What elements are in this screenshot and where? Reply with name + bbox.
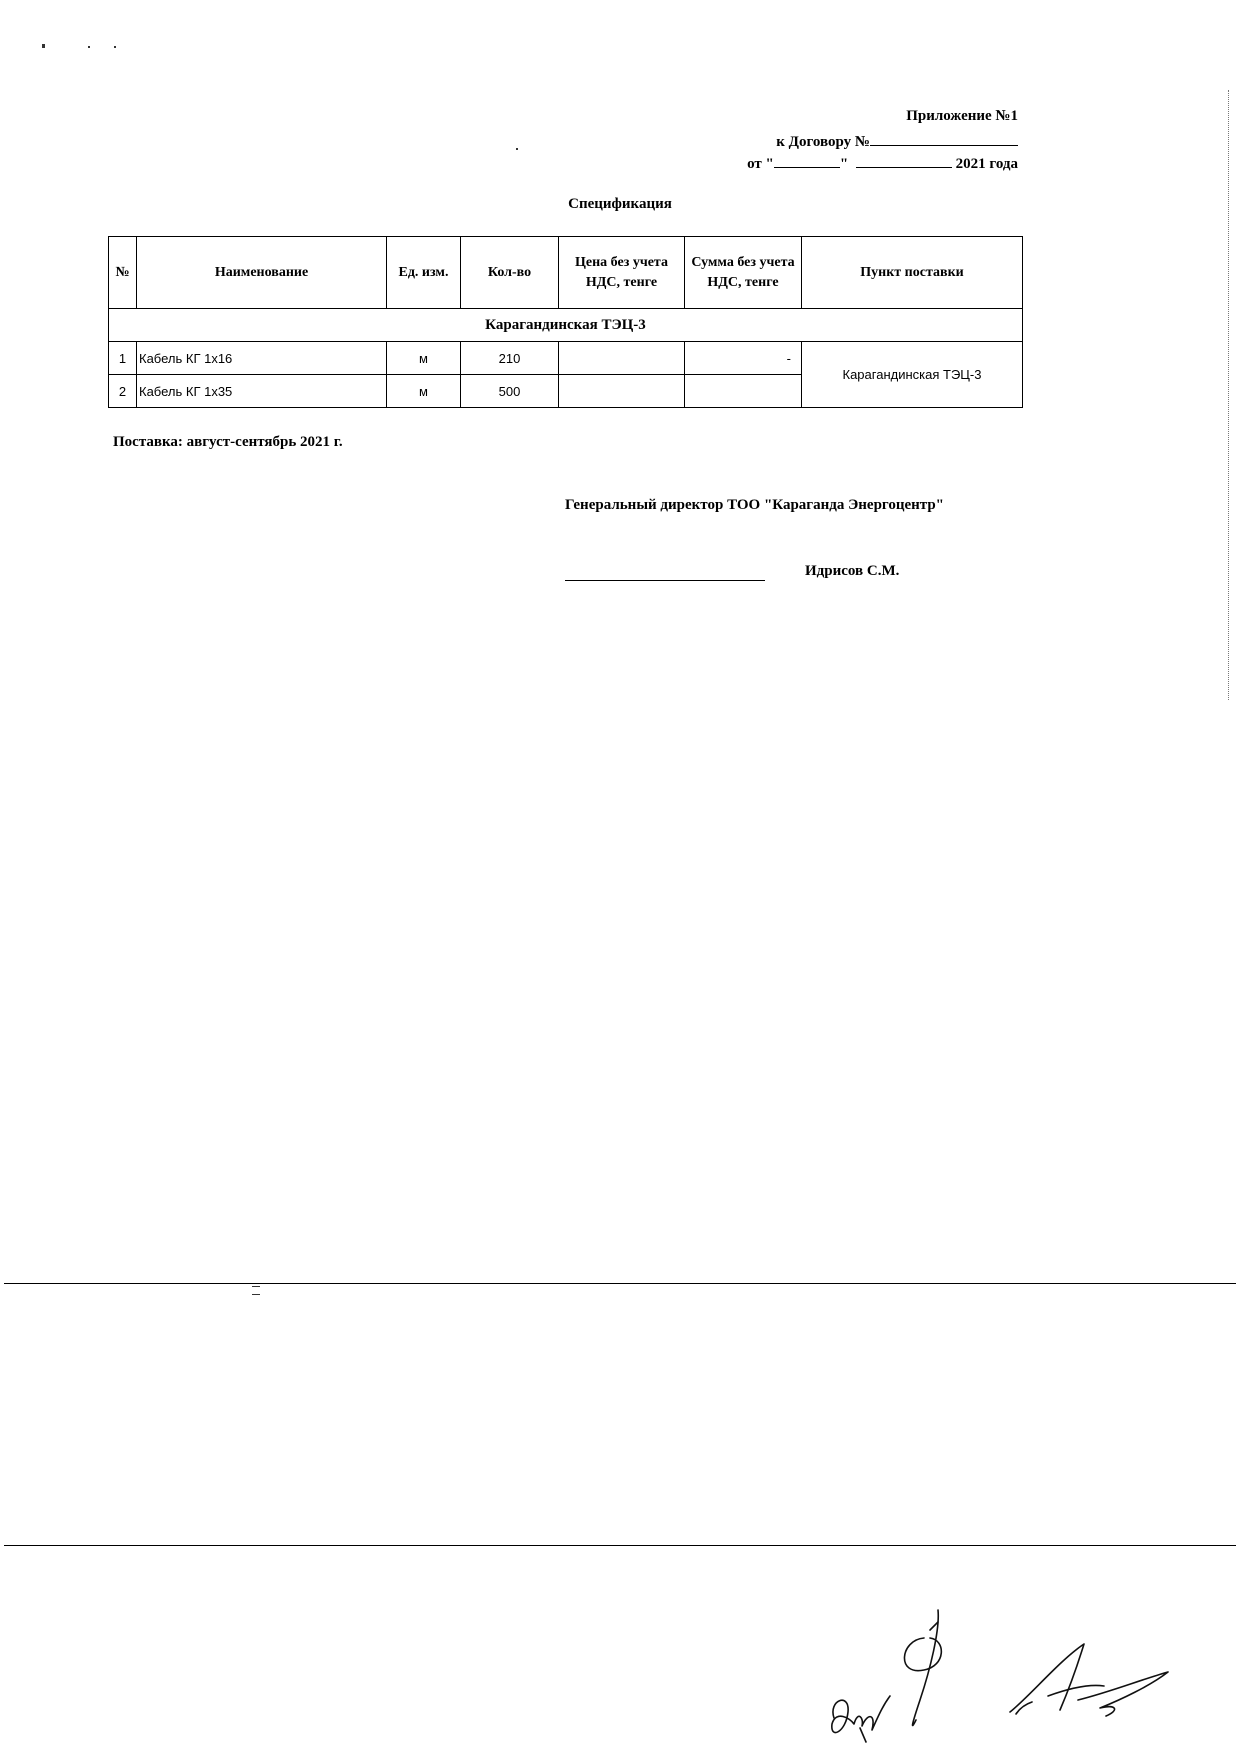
horizontal-rule bbox=[4, 1545, 1236, 1546]
table-group-row bbox=[109, 309, 1023, 342]
contract-prefix: к Договору № bbox=[776, 134, 870, 150]
row-unit: м bbox=[387, 375, 461, 408]
row-price bbox=[559, 375, 685, 408]
scan-speck bbox=[88, 46, 90, 48]
date-prefix: от " bbox=[747, 156, 774, 172]
contract-date-line bbox=[747, 153, 1018, 173]
col-header-sum: Сумма без учета НДС, тенге bbox=[685, 237, 802, 309]
row-sum: - bbox=[685, 342, 802, 375]
row-number: 1 bbox=[109, 342, 137, 375]
group-title: Карагандинская ТЭЦ-3 bbox=[109, 309, 1023, 342]
signer-position: Генеральный директор ТОО "Караганда Энергоцентр" bbox=[565, 497, 945, 513]
col-header-qty: Кол-во bbox=[461, 237, 559, 309]
date-day-blank bbox=[774, 153, 840, 168]
contract-number-line bbox=[776, 131, 1018, 151]
specification-table bbox=[108, 236, 1023, 408]
signer-name: Идрисов С.М. bbox=[805, 563, 900, 579]
row-sum bbox=[685, 375, 802, 408]
scan-speck bbox=[42, 44, 45, 48]
col-header-delivery-point: Пункт поставки bbox=[802, 237, 1023, 309]
row-qty: 500 bbox=[461, 375, 559, 408]
scan-speck bbox=[252, 1286, 260, 1287]
date-quote-close: " bbox=[839, 156, 849, 172]
horizontal-rule bbox=[4, 1283, 1236, 1284]
col-header-price: Цена без учета НДС, тенге bbox=[559, 237, 685, 309]
scan-speck bbox=[114, 46, 116, 48]
col-header-name: Наименование bbox=[137, 237, 387, 309]
contract-number-blank bbox=[870, 131, 1018, 146]
row-name: Кабель КГ 1х16 bbox=[137, 342, 387, 375]
row-unit: м bbox=[387, 342, 461, 375]
scan-speck bbox=[252, 1294, 260, 1295]
table-row bbox=[109, 342, 1023, 375]
col-header-unit: Ед. изм. bbox=[387, 237, 461, 309]
handwritten-signature-icon bbox=[820, 1600, 1180, 1750]
delivery-period: Поставка: август-сентябрь 2021 г. bbox=[113, 434, 343, 450]
scan-speck bbox=[516, 148, 518, 150]
date-year: 2021 года bbox=[955, 156, 1018, 172]
document-title: Спецификация bbox=[568, 196, 672, 212]
signature-line bbox=[565, 580, 765, 581]
appendix-label: Приложение №1 bbox=[906, 108, 1018, 124]
row-price bbox=[559, 342, 685, 375]
date-month-blank bbox=[856, 153, 952, 168]
row-name: Кабель КГ 1х35 bbox=[137, 375, 387, 408]
row-delivery-point: Карагандинская ТЭЦ-3 bbox=[802, 342, 1023, 408]
table-header-row bbox=[109, 237, 1023, 309]
row-number: 2 bbox=[109, 375, 137, 408]
scan-edge-marks bbox=[1228, 90, 1231, 700]
col-header-number: № bbox=[109, 237, 137, 309]
row-qty: 210 bbox=[461, 342, 559, 375]
